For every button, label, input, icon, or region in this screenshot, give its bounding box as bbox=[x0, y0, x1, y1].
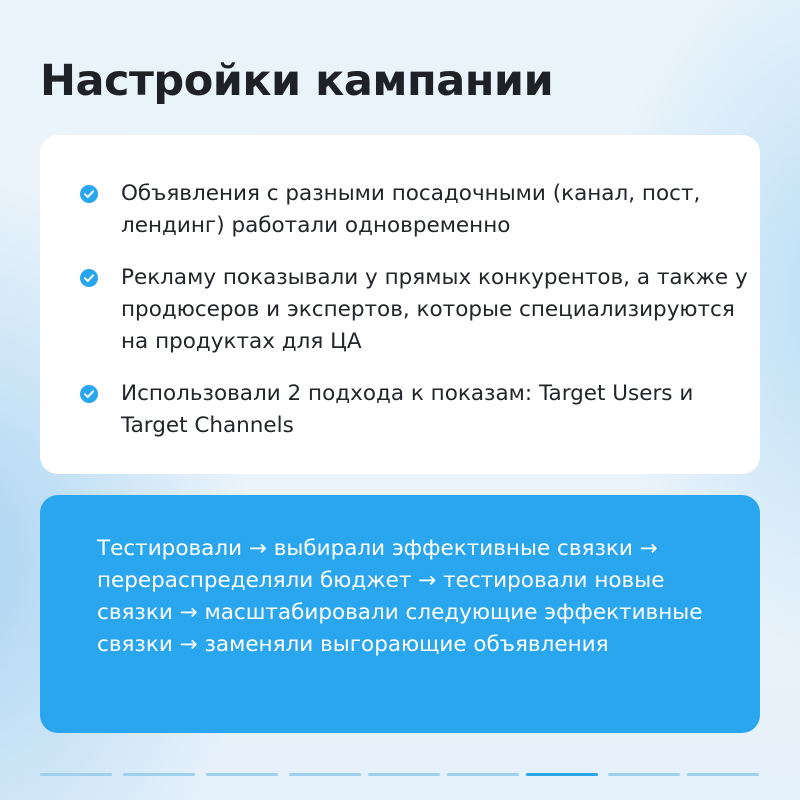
checklist-item-text: Объявления с разными посадочными (канал, пост, лендинг) работали одновременно bbox=[121, 181, 701, 238]
page-dot[interactable] bbox=[447, 773, 519, 776]
pagination-indicator bbox=[40, 773, 760, 777]
check-circle-icon bbox=[80, 185, 98, 203]
check-circle-icon bbox=[80, 385, 98, 403]
checkmark-glyph bbox=[85, 391, 93, 397]
checkmark-glyph bbox=[85, 191, 93, 197]
page-dot[interactable] bbox=[40, 773, 112, 776]
page-dot[interactable] bbox=[368, 773, 440, 776]
check-circle-icon bbox=[80, 269, 98, 287]
page-title: Настройки кампании bbox=[40, 56, 554, 106]
page-dot[interactable] bbox=[206, 773, 278, 776]
summary-text: Тестировали → выбирали эффективные связки → перераспределяли бюджет → тестировали новые связки → масштабировали следующие эффективные связки → заменяли выгорающие объявления bbox=[97, 536, 703, 657]
checklist-item-text: Рекламу показывали у прямых конкурентов, а также у продюсеров и экспертов, которые специализируются на продуктах для ЦА bbox=[121, 265, 748, 354]
summary-card bbox=[40, 495, 760, 733]
page-dot[interactable] bbox=[608, 773, 680, 776]
settings-card bbox=[40, 135, 760, 474]
checkmark-glyph bbox=[85, 275, 93, 281]
page-dot-active[interactable] bbox=[526, 773, 598, 776]
page-dot[interactable] bbox=[123, 773, 195, 776]
page-dot[interactable] bbox=[289, 773, 361, 776]
checklist-item-text: Использовали 2 подхода к показам: Target Users и Target Channels bbox=[121, 381, 694, 438]
page-dot[interactable] bbox=[687, 773, 759, 776]
